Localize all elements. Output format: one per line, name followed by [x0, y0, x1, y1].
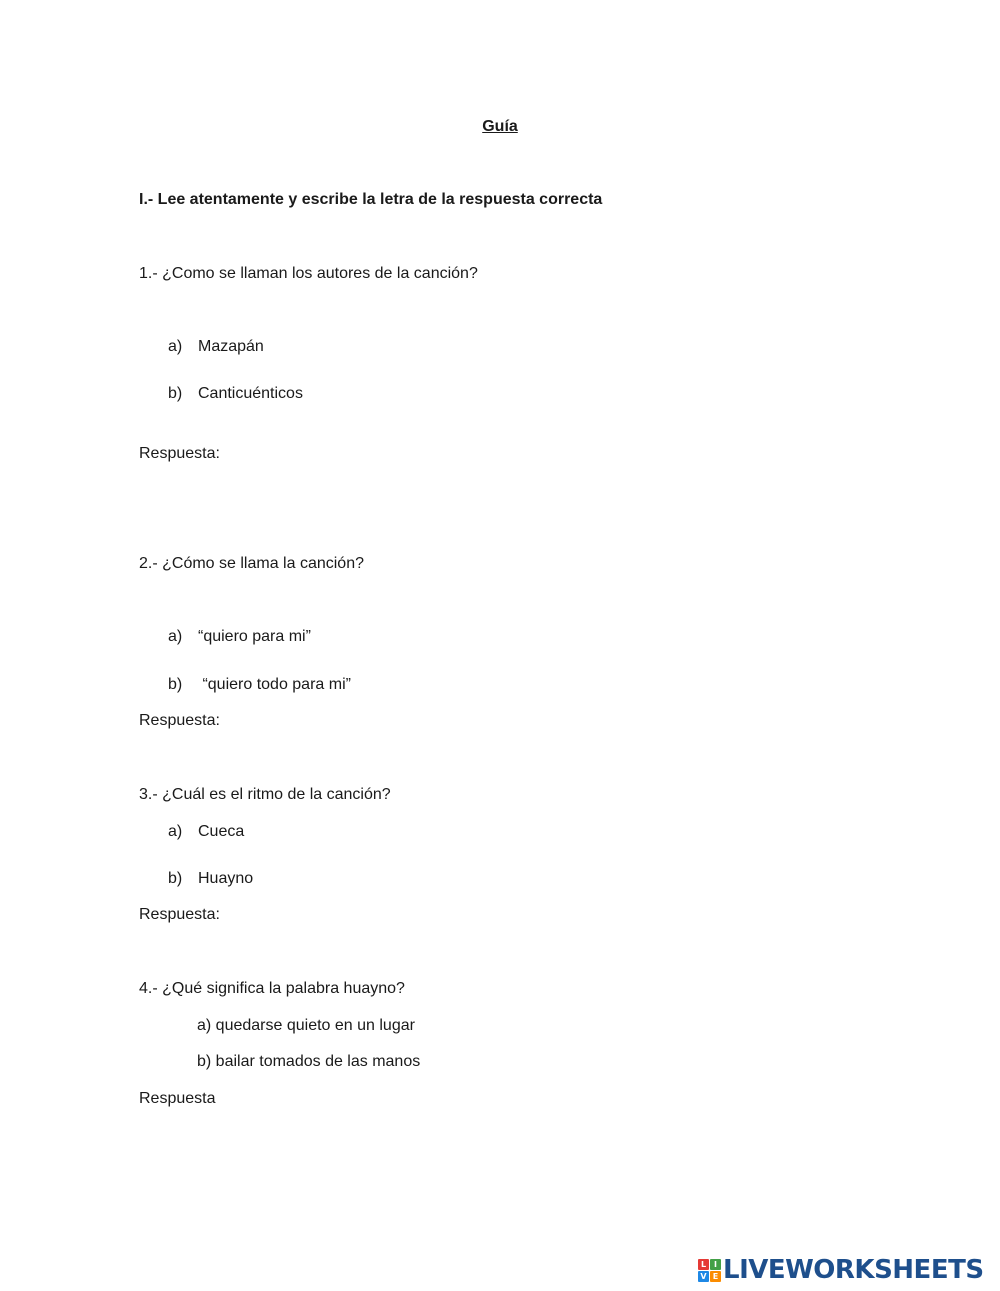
logo-tile-e: E — [710, 1271, 721, 1282]
logo-tile-i: I — [710, 1259, 721, 1270]
option-text: “quiero todo para mi” — [198, 676, 351, 693]
logo-tiles-icon — [698, 1259, 721, 1282]
option-marker: a) — [168, 338, 183, 355]
option-text: Cueca — [198, 823, 245, 840]
logo-tile-l: L — [698, 1259, 709, 1270]
question-4-option-a: a) quedarse quieto en un lugar — [197, 1017, 415, 1034]
option-text: Canticuénticos — [198, 385, 303, 402]
question-2-option-a — [168, 627, 311, 647]
question-2-prompt: 2.- ¿Cómo se llama la canción? — [139, 555, 364, 572]
question-1-prompt: 1.- ¿Como se llaman los autores de la canción? — [139, 265, 478, 282]
question-3-option-b — [168, 869, 253, 889]
question-3-prompt: 3.- ¿Cuál es el ritmo de la canción? — [139, 786, 391, 803]
option-marker: a) — [168, 823, 183, 840]
option-marker: b) — [168, 870, 183, 887]
option-marker: b) — [168, 676, 183, 693]
logo-tile-v: V — [698, 1271, 709, 1282]
option-text: “quiero para mi” — [198, 628, 311, 645]
option-text: Huayno — [198, 870, 254, 887]
logo-text: LIVEWORKSHEETS — [723, 1255, 984, 1285]
question-2-option-b — [168, 675, 351, 695]
option-text: Mazapán — [198, 338, 264, 355]
question-4-answer-label: Respuesta — [139, 1090, 216, 1107]
page-title: Guía — [482, 118, 518, 135]
question-3-option-a — [168, 822, 244, 842]
question-2-answer-label: Respuesta: — [139, 712, 220, 729]
question-1-answer-label: Respuesta: — [139, 445, 220, 462]
option-marker: b) — [168, 385, 183, 402]
question-1-option-a — [168, 337, 264, 357]
question-1-option-b — [168, 384, 303, 404]
question-4-prompt: 4.- ¿Qué significa la palabra huayno? — [139, 980, 405, 997]
question-4-option-b: b) bailar tomados de las manos — [197, 1053, 421, 1070]
instruction-heading: I.- Lee atentamente y escribe la letra de la respuesta correcta — [139, 191, 603, 208]
option-marker: a) — [168, 628, 183, 645]
question-3-answer-label: Respuesta: — [139, 906, 220, 923]
liveworksheets-logo — [698, 1256, 984, 1284]
